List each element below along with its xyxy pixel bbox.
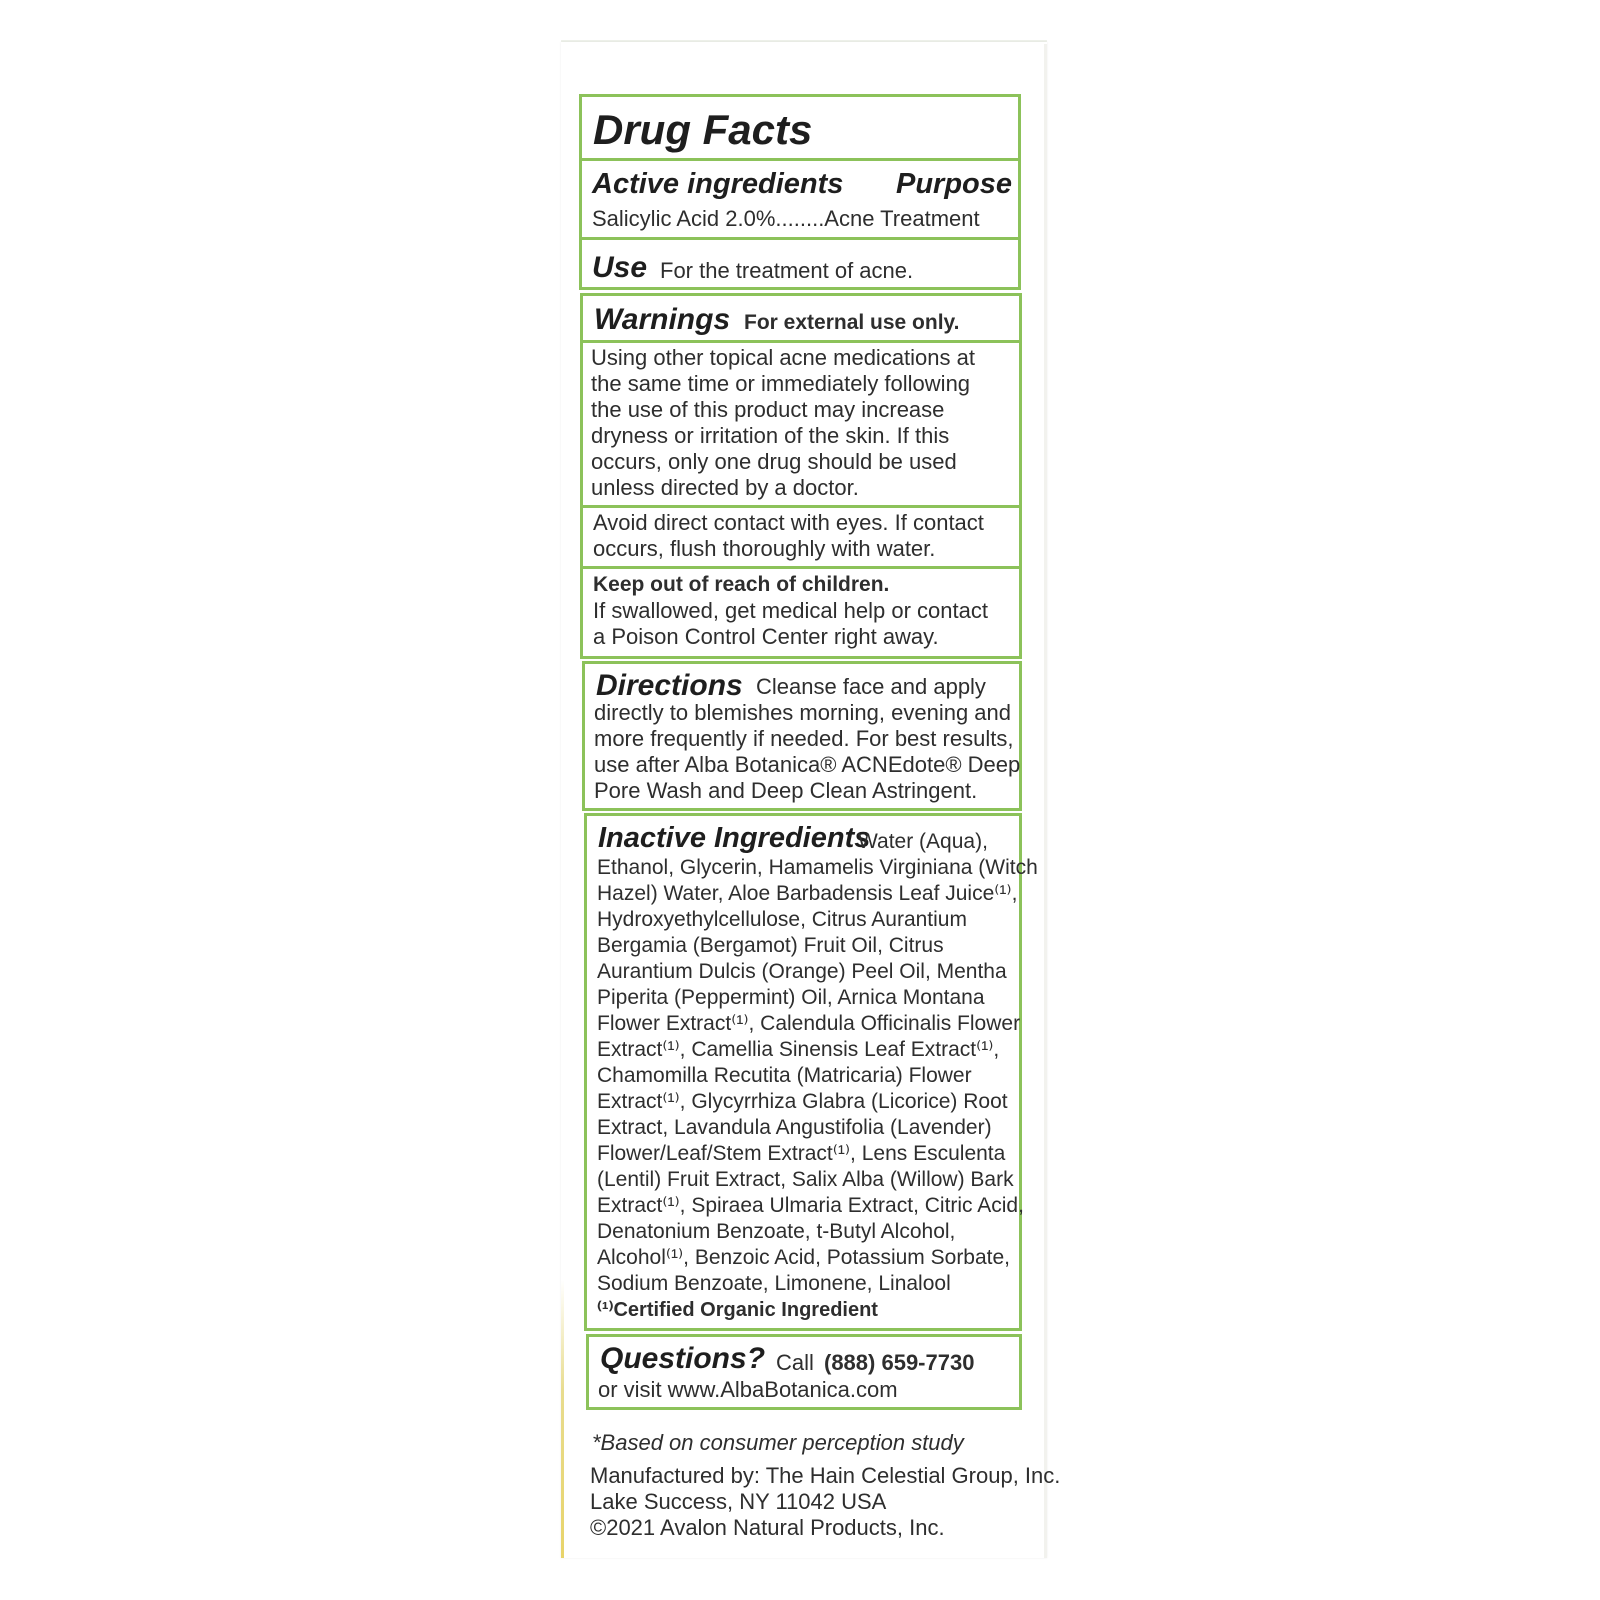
questions-call-label: Call — [776, 1350, 814, 1375]
use-text: For the treatment of acne. — [660, 258, 914, 283]
inactive-ingredients-list: Ethanol, Glycerin, Hamamelis Virginiana (Witch Hazel) Water, Aloe Barbadensis Leaf Juice⁽¹⁾, Hydroxyethylcellulose, Citrus Aurantium Bergamia (Bergamot) Fruit Oil, Citrus Aurantium Dulcis (Orange) Peel Oil, Mentha Piperita (Peppermint) Oil, Arnica Montana Flower Extract⁽¹⁾, Calendula Officinalis Flower Extract⁽¹⁾, Camellia Sinensis Leaf Extract⁽¹⁾, Chamomilla Recutita (Matricaria) Flower Extract⁽¹⁾, Glycyrrhiza Glabra (Licorice) Root Extract, Lavandula Angustifolia (Lavender) Flower/Leaf/Stem Extract⁽¹⁾, Lens Esculenta (Lentil) Fruit Extract, Salix Alba (Willow) Bark Extract⁽¹⁾, Spiraea Ulmaria Extract, Citric Acid, Denatonium Benzoate, t-Butyl Alcohol, Alcohol⁽¹⁾, Benzoic Acid, Potassium Sorbate, Sodium Benzoate, Limonene, Linalool ⁽¹⁾Certified Organic Ingredient — [597, 856, 1038, 1321]
questions-website: or visit www.AlbaBotanica.com — [598, 1377, 898, 1402]
divider — [579, 237, 1021, 240]
warnings-paragraph-2: Avoid direct contact with eyes. If contact occurs, flush thoroughly with water. — [593, 510, 984, 561]
inactive-first-line: Water (Aqua), — [858, 830, 988, 853]
consumer-study-note: *Based on consumer perception study — [592, 1430, 964, 1455]
warnings-subheading: For external use only. — [744, 311, 960, 334]
active-ingredients-heading: Active ingredients — [592, 168, 844, 200]
directions-text: directly to blemishes morning, evening and more frequently if needed. For best results, use after Alba Botanica® ACNEdote® Deep Pore Wash and Deep Clean Astringent. — [594, 700, 1021, 803]
warnings-paragraph-1: Using other topical acne medications at the same time or immediately following the use of this product may increase dryness or irritation of the skin. If this occurs, only one drug should be used unless directed by a doctor. — [591, 345, 975, 500]
inactive-ingredients-heading: Inactive Ingredients — [598, 822, 871, 854]
directions-heading: Directions — [596, 669, 743, 702]
active-ingredient-line: Salicylic Acid 2.0%........Acne Treatment — [592, 206, 980, 231]
purpose-heading: Purpose — [896, 168, 1013, 200]
manufacturer-info: Manufactured by: The Hain Celestial Group, Inc. Lake Success, NY 11042 USA ©2021 Avalon Natural Products, Inc. — [590, 1463, 1061, 1540]
divider — [580, 340, 1022, 343]
divider — [580, 505, 1022, 508]
drug-facts-title: Drug Facts — [593, 106, 813, 153]
questions-heading: Questions? — [600, 1342, 766, 1375]
package-left-edge — [561, 1280, 564, 1558]
directions-first-line: Cleanse face and apply — [756, 674, 986, 699]
package-right-edge — [1044, 44, 1047, 1558]
divider — [580, 566, 1022, 569]
use-heading: Use — [592, 251, 648, 284]
questions-phone: (888) 659-7730 — [824, 1350, 975, 1375]
warnings-heading: Warnings — [594, 303, 731, 336]
children-warning: Keep out of reach of children. If swallowed, get medical help or contact a Poison Control Center right away. — [593, 573, 988, 649]
divider — [579, 158, 1021, 161]
